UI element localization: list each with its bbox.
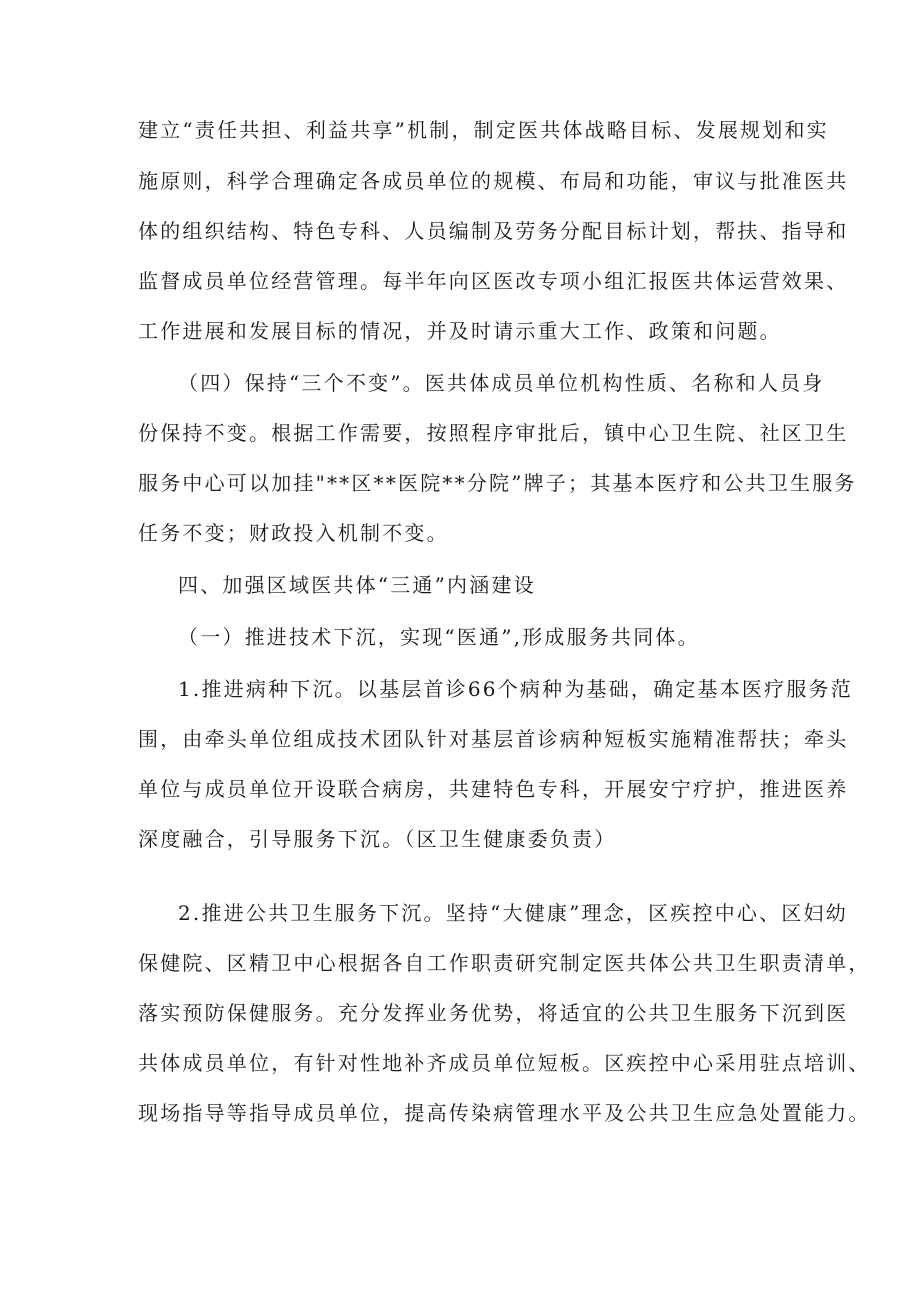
paragraph-1-line-5: 工作进展和发展目标的情况，并及时请示重大工作、政策和问题。 [138,319,782,343]
item-1-line-4: 深度融合，引导服务下沉。（区卫生健康委负责） [138,827,617,851]
paragraph-2-line-3: 服务中心可以加挂"**区**医院**分院”牌子；其基本医疗和公共卫生服务 [138,471,857,495]
paragraph-1-line-2: 施原则，科学合理确定各成员单位的规模、布局和功能，审议与批准医共 [138,169,849,193]
paragraph-2-line-2: 份保持不变。根据工作需要，按照程序审批后，镇中心卫生院、社区卫生 [138,421,849,445]
paragraph-1-line-4: 监督成员单位经营管理。每半年向区医改专项小组汇报医共体运营效果、 [138,269,849,293]
paragraph-1-line-3: 体的组织结构、特色专科、人员编制及劳务分配目标计划，帮扶、指导和 [138,219,849,243]
section-heading-4: 四、加强区域医共体“三通”内涵建设 [178,573,536,597]
paragraph-2-line-1: （四）保持“三个不变”。医共体成员单位机构性质、名称和人员身 [178,371,825,395]
item-2-line-5: 现场指导等指导成员单位，提高传染病管理水平及公共卫生应急处置能力。 [138,1101,871,1125]
item-2-line-4: 共体成员单位，有针对性地补齐成员单位短板。区疾控中心采用驻点培训、 [138,1051,871,1075]
item-2-line-3: 落实预防保健服务。充分发挥业务优势，将适宜的公共卫生服务下沉到医 [138,1001,849,1025]
item-1-line-2: 围，由牵头单位组成技术团队针对基层首诊病种短板实施精准帮扶；牵头 [138,727,849,751]
item-2-line-1: 2.推进公共卫生服务下沉。坚持“大健康”理念，区疾控中心、区妇幼 [178,901,848,925]
subheading-4-1: （一）推进技术下沉，实现“医通”,形成服务共同体。 [178,625,700,649]
paragraph-1-line-1: 建立“责任共担、利益共享”机制，制定医共体战略目标、发展规划和实 [138,118,829,142]
item-1-line-3: 单位与成员单位开设联合病房，共建特色专科，开展安宁疗护，推进医养 [138,777,849,801]
item-2-line-2: 保健院、区精卫中心根据各自工作职责研究制定医共体公共卫生职责清单， [138,951,871,975]
paragraph-2-line-4: 任务不变；财政投入机制不变。 [138,521,449,545]
item-1-line-1: 1.推进病种下沉。以基层首诊66个病种为基础，确定基本医疗服务范 [178,677,853,701]
